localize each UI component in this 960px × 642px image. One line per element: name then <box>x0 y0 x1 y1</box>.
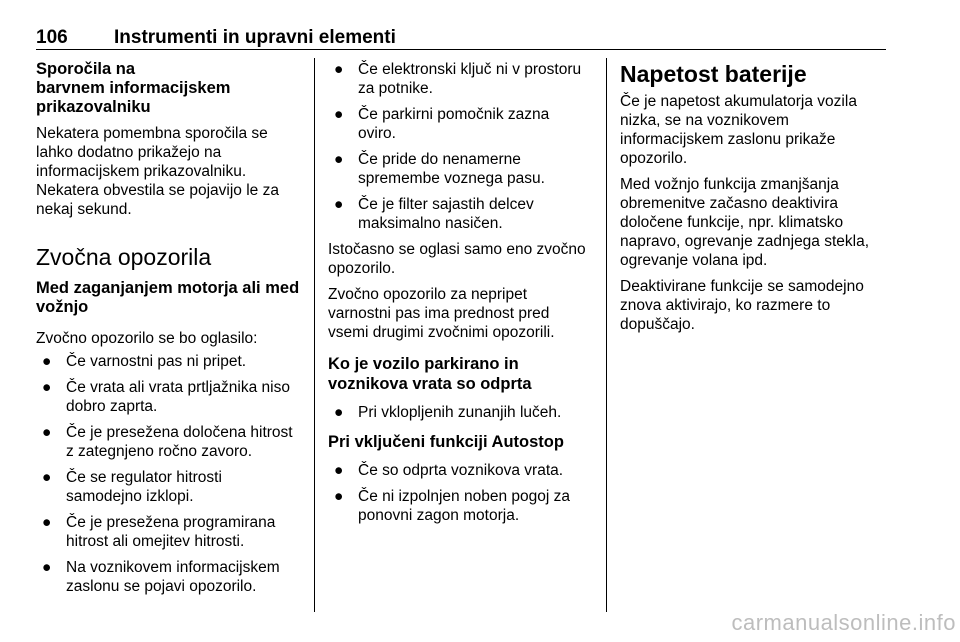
bullet-icon: ● <box>334 106 344 123</box>
text-line: Če varnostni pas ni pripet. <box>66 353 247 370</box>
page-number: 106 <box>36 27 68 48</box>
text-line: opozorilo. <box>620 150 688 167</box>
bullet-icon: ● <box>334 462 344 479</box>
heading-line: Sporočila na <box>36 60 136 78</box>
heading-line: Ko je vozilo parkirano in <box>328 355 519 373</box>
heading-engine-start-driving <box>36 279 304 317</box>
text-line: Nekatera obvestila se pojavijo le za <box>36 182 279 199</box>
heading-line: vožnjo <box>36 298 89 316</box>
text-line: hitrost ali omejitev hitrosti. <box>66 533 245 550</box>
page-header <box>36 27 886 50</box>
heading-audible-warnings: Zvočna opozorila <box>36 244 212 270</box>
text-line: spremembe voznega pasu. <box>358 170 545 187</box>
text-line: opozorilo. <box>328 260 396 277</box>
list-item <box>328 150 596 188</box>
list-item <box>36 558 304 596</box>
bullet-icon: ● <box>334 151 344 168</box>
section-title: Instrumenti in upravni elementi <box>114 27 396 48</box>
text-line: Deaktivirane funkcije se samodejno <box>620 278 864 295</box>
text-line: Če je presežena programirana <box>66 514 276 531</box>
text-line: maksimalno nasičen. <box>358 215 503 232</box>
paragraph-messages <box>36 124 304 219</box>
heading-line: voznikova vrata so odprta <box>328 375 532 393</box>
text-line: Nekatera pomembna sporočila se <box>36 125 268 142</box>
text-line: ponovni zagon motorja. <box>358 507 520 524</box>
heading-autostop: Pri vključeni funkciji Autostop <box>328 433 564 451</box>
text-line: ogrevanje volana ipd. <box>620 252 768 269</box>
text-line: Če je filter sajastih delcev <box>358 196 534 213</box>
warning-list <box>36 352 304 596</box>
autostop-list <box>328 461 596 525</box>
text-line: zaslonu se pojavi opozorilo. <box>66 578 257 595</box>
list-item <box>36 513 304 551</box>
text-line: dopuščajo. <box>620 316 695 333</box>
list-item <box>36 423 304 461</box>
list-item <box>328 60 596 98</box>
text-line: Če ni izpolnjen noben pogoj za <box>358 488 570 505</box>
bullet-icon: ● <box>42 424 52 441</box>
text-line: Če elektronski ključ ni v prostoru <box>358 61 582 78</box>
text-line: Če pride do nenamerne <box>358 151 521 168</box>
heading-line: Med zaganjanjem motorja ali med <box>36 279 300 297</box>
text-line: nekaj sekund. <box>36 201 132 218</box>
paragraph-seatbelt-priority <box>328 285 596 342</box>
list-item <box>328 487 596 525</box>
text-line: napravo, ogrevanje zadnjega stekla, <box>620 233 870 250</box>
text-line: lahko dodatno prikažejo na <box>36 144 222 161</box>
column-divider-right <box>606 58 607 612</box>
paragraph-low-voltage <box>620 92 888 168</box>
bullet-icon: ● <box>334 488 344 505</box>
heading-parked-door-open <box>328 354 596 394</box>
text-line: vsemi drugimi zvočnimi opozorili. <box>328 324 555 341</box>
list-item <box>328 461 596 480</box>
heading-line: barvnem informacijskem <box>36 79 231 97</box>
paragraph-load-shedding <box>620 175 888 270</box>
text-line: nizka, se na voznikovem <box>620 112 789 129</box>
warning-list-continued <box>328 60 596 233</box>
text-line: Na voznikovem informacijskem <box>66 559 280 576</box>
text-line: določene funkcije, npr. klimatsko <box>620 214 844 231</box>
text-line: dobro zaprta. <box>66 398 158 415</box>
list-item <box>36 352 304 371</box>
warning-intro: Zvočno opozorilo se bo oglasilo: <box>36 330 258 347</box>
text-line: Če vrata ali vrata prtljažnika niso <box>66 379 290 396</box>
text-line: obremenitve začasno deaktivira <box>620 195 838 212</box>
list-item <box>328 403 596 422</box>
text-line: informacijskem prikazovalniku. <box>36 163 247 180</box>
text-line: Zvočno opozorilo za nepripet <box>328 286 528 303</box>
paragraph-single-warning <box>328 240 596 278</box>
bullet-icon: ● <box>42 469 52 486</box>
column-3 <box>620 60 888 341</box>
bullet-icon: ● <box>42 353 52 370</box>
bullet-icon: ● <box>334 196 344 213</box>
paragraph-reactivation <box>620 277 888 334</box>
text-line: Če je napetost akumulatorja vozila <box>620 93 857 110</box>
text-line: Pri vklopljenih zunanjih lučeh. <box>358 404 562 421</box>
heading-color-info-messages <box>36 60 304 117</box>
text-line: Istočasno se oglasi samo eno zvočno <box>328 241 586 258</box>
bullet-icon: ● <box>334 61 344 78</box>
text-line: Če so odprta voznikova vrata. <box>358 462 564 479</box>
text-line: Med vožnjo funkcija zmanjšanja <box>620 176 839 193</box>
parked-list <box>328 403 596 422</box>
text-line: oviro. <box>358 125 396 142</box>
list-item <box>36 468 304 506</box>
text-line: Če parkirni pomočnik zazna <box>358 106 550 123</box>
column-1 <box>36 60 304 603</box>
bullet-icon: ● <box>42 514 52 531</box>
column-2 <box>328 60 596 532</box>
bullet-icon: ● <box>334 404 344 421</box>
bullet-icon: ● <box>42 559 52 576</box>
text-line: informacijskem zaslonu prikaže <box>620 131 836 148</box>
list-item <box>328 195 596 233</box>
list-item <box>328 105 596 143</box>
text-line: varnostni pas ima prednost pred <box>328 305 550 322</box>
text-line: za potnike. <box>358 80 433 97</box>
text-line: samodejno izklopi. <box>66 488 194 505</box>
text-line: Če je presežena določena hitrost <box>66 424 293 441</box>
column-divider-left <box>314 58 315 612</box>
text-line: znova aktivirajo, ko razmere to <box>620 297 831 314</box>
bullet-icon: ● <box>42 379 52 396</box>
heading-battery-voltage: Napetost baterije <box>620 61 807 87</box>
list-item <box>36 378 304 416</box>
heading-line: prikazovalniku <box>36 98 151 116</box>
text-line: Če se regulator hitrosti <box>66 469 222 486</box>
watermark-text: carmanualsonline.info <box>731 610 956 635</box>
text-line: z zategnjeno ročno zavoro. <box>66 443 253 460</box>
